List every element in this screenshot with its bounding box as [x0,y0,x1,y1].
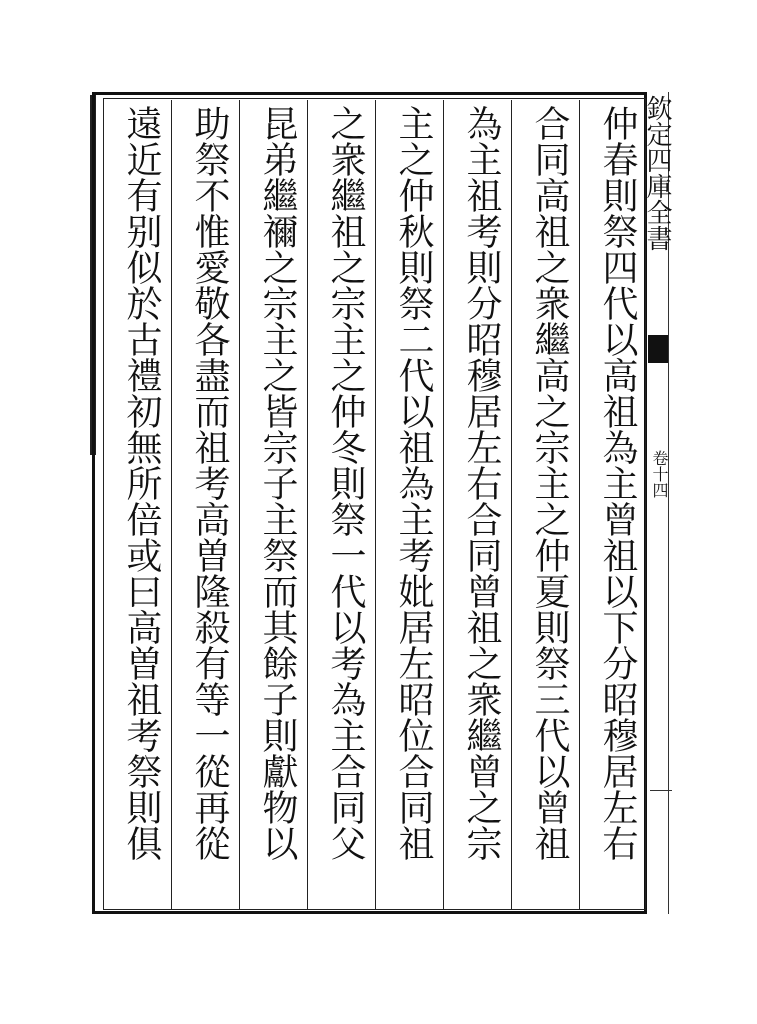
column-rule [307,100,308,910]
book-title: 欽定四庫全書 [642,95,672,251]
column-rule [443,100,444,910]
text-column-8: 遠近有别似於古禮初無所倍或曰高曽祖考祭則俱 [121,105,162,861]
column-rule [375,100,376,910]
column-rule [579,100,580,910]
volume-label: 卷十四 [650,450,669,498]
text-column-2: 合同高祖之衆繼高之宗主之仲夏則祭三代以曾祖 [529,105,570,861]
margin-tick [650,790,672,791]
text-column-3: 為主祖考則分昭穆居左右合同曾祖之衆繼曾之宗 [461,105,502,861]
text-column-4: 主之仲秋則祭二代以祖為主考妣居左昭位合同祖 [393,105,434,861]
text-column-5: 之衆繼祖之宗主之仲冬則祭一代以考為主合同父 [325,105,366,861]
column-rule [511,100,512,910]
column-rule [239,100,240,910]
text-column-1: 仲春則祭四代以高祖為主曾祖以下分昭穆居左右 [597,105,638,861]
text-column-7: 助祭不惟愛敬各盡而祖考高曽隆殺有等一從再從 [189,105,230,861]
column-rule [171,100,172,910]
fish-tail-mark [648,335,668,363]
text-column-6: 昆弟繼禰之宗主之皆宗子主祭而其餘子則獻物以 [257,105,298,861]
